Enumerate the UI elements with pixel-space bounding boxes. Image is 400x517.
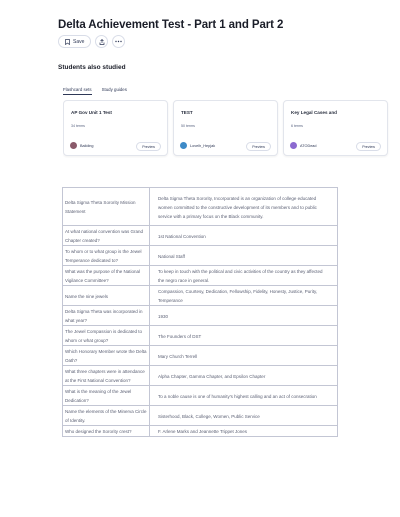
table-row bbox=[63, 386, 338, 406]
save-button[interactable] bbox=[58, 35, 91, 48]
title-actions bbox=[58, 35, 125, 48]
share-icon bbox=[99, 39, 105, 45]
term-cell: At what national convention was Grand Chapter created? bbox=[63, 226, 150, 246]
term-cell: Delta Sigma Theta Sorority Mission Statement bbox=[63, 188, 150, 226]
term-cell: Name the elements of the Minerva Circle of Identity. bbox=[63, 406, 150, 426]
table-row bbox=[63, 326, 338, 346]
table-row bbox=[63, 406, 338, 426]
tab-study-guides[interactable]: Study guides bbox=[101, 87, 127, 92]
term-cell: Who designed the Sorority crest? bbox=[63, 426, 150, 437]
definition-cell: Mary Church Terrell bbox=[150, 346, 338, 366]
definition-cell: To keep in touch with the political and civic activities of the country as they affected the negro race in general. bbox=[150, 266, 338, 286]
also-studied-tabs bbox=[63, 87, 127, 95]
also-studied-carousel bbox=[63, 100, 400, 158]
table-row bbox=[63, 286, 338, 306]
term-cell: The Jewel Compassion is dedicated to whom or what group? bbox=[63, 326, 150, 346]
avatar bbox=[290, 142, 297, 149]
table-row bbox=[63, 188, 338, 226]
set-card-username: Bailding bbox=[80, 143, 94, 148]
preview-button[interactable]: Preview bbox=[136, 142, 161, 151]
also-studied-heading: Students also studied bbox=[58, 64, 126, 71]
preview-button[interactable]: Preview bbox=[356, 142, 381, 151]
set-card-title[interactable]: Key Legal Cases and bbox=[291, 110, 337, 115]
preview-button[interactable]: Preview bbox=[246, 142, 271, 151]
set-card-username: Lovelh_Hepjak bbox=[190, 143, 216, 148]
page-title: Delta Achievement Test - Part 1 and Part 2 bbox=[58, 19, 284, 31]
definition-cell: Alpha Chapter, Gamma Chapter, and Epsilon Chapter bbox=[150, 366, 338, 386]
term-cell: What is the meaning of the Jewel Dedication? bbox=[63, 386, 150, 406]
table-row bbox=[63, 366, 338, 386]
table-row bbox=[63, 346, 338, 366]
set-card-author[interactable] bbox=[70, 142, 94, 149]
set-card[interactable] bbox=[63, 100, 168, 156]
set-card-title[interactable]: AP Gov Unit 1 Test bbox=[71, 110, 112, 115]
definition-cell: F. Arlene Marks and Jeannette Trippet Jones bbox=[150, 426, 338, 437]
avatar bbox=[180, 142, 187, 149]
set-card-title[interactable]: TEST bbox=[181, 110, 193, 115]
set-card[interactable] bbox=[173, 100, 278, 156]
table-row bbox=[63, 266, 338, 286]
set-card-username: ATODead bbox=[300, 143, 317, 148]
set-card-author[interactable] bbox=[180, 142, 215, 149]
avatar bbox=[70, 142, 77, 149]
definition-cell: National Staff bbox=[150, 246, 338, 266]
term-cell: To whom or to what group is the Jewel Temperance dedicated to? bbox=[63, 246, 150, 266]
save-button-label: Save bbox=[73, 38, 85, 45]
definition-cell: 1st National Convention bbox=[150, 226, 338, 246]
set-card-term-count: 50 terms bbox=[181, 124, 195, 128]
more-button[interactable] bbox=[112, 35, 125, 48]
set-card[interactable] bbox=[283, 100, 388, 156]
definition-cell: Delta Sigma Theta Sorority, Incorporated is an organization of college educated women committed to the constructive development of its members and to public service with a primary focus on the Black community. bbox=[150, 188, 338, 226]
set-card-term-count: 34 terms bbox=[71, 124, 85, 128]
table-row bbox=[63, 246, 338, 266]
table-row bbox=[63, 306, 338, 326]
term-cell: What three chapters were in attendance at the First National Convention? bbox=[63, 366, 150, 386]
term-cell: Delta Sigma Theta was incorporated in what year? bbox=[63, 306, 150, 326]
more-horizontal-icon bbox=[115, 40, 122, 43]
term-cell: Name the nine jewels bbox=[63, 286, 150, 306]
definition-cell: The Founders of DST bbox=[150, 326, 338, 346]
share-button[interactable] bbox=[95, 35, 108, 48]
definition-cell: 1930 bbox=[150, 306, 338, 326]
set-card-author[interactable] bbox=[290, 142, 317, 149]
table-row bbox=[63, 426, 338, 437]
terms-table bbox=[62, 187, 338, 437]
definition-cell: Compassion, Courtesy, Dedication, Fellowship, Fidelity, Honesty, Justice, Purity, Temperance bbox=[150, 286, 338, 306]
tab-flashcard-sets[interactable]: Flashcard sets bbox=[63, 87, 92, 95]
term-cell: Which Honorary Member wrote the Delta Oath? bbox=[63, 346, 150, 366]
definition-cell: To a noble cause is one of humanity's highest calling and an act of consecration bbox=[150, 386, 338, 406]
table-row bbox=[63, 226, 338, 246]
set-card-term-count: 6 terms bbox=[291, 124, 303, 128]
definition-cell: Sisterhood, Black, College, Women, Public Service bbox=[150, 406, 338, 426]
term-cell: What was the purpose of the National Vigilance Committee? bbox=[63, 266, 150, 286]
bookmark-icon bbox=[65, 39, 70, 45]
